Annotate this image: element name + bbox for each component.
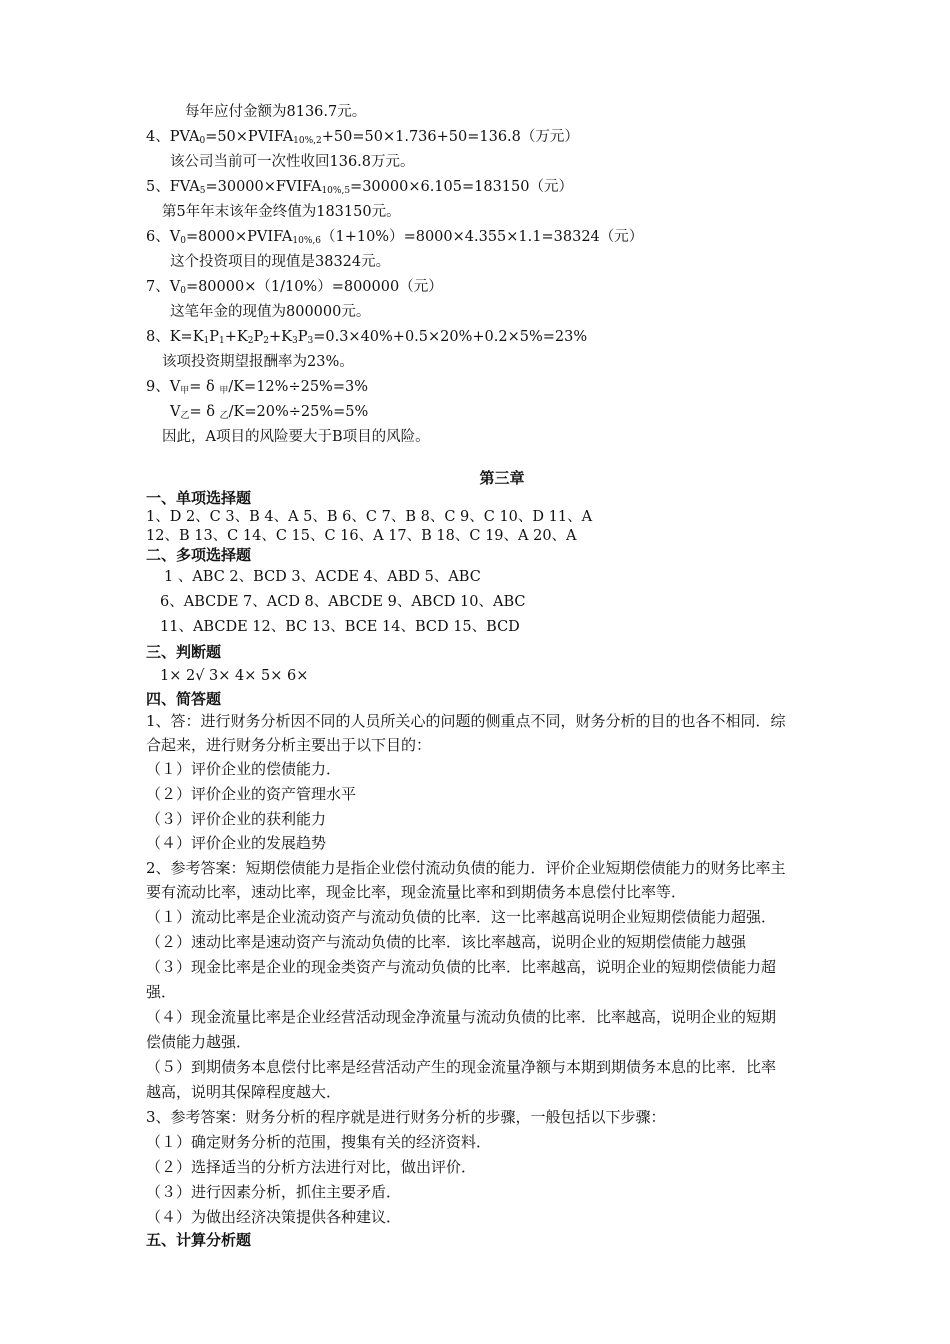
text-line: 合起来，进行财务分析主要出于以下目的： xyxy=(146,736,432,754)
formula-line: 9、$V_甲= \delta$ $_甲$/K=12%÷25%=3% xyxy=(146,379,368,396)
text-line: （２）速动比率是速动资产与流动负债的比率．该比率越高，说明企业的短期偿债能力越强 xyxy=(146,933,747,951)
text-line: （４）现金流量比率是企业经营活动现金净流量与流动负债的比率．比率越高，说明企业的短期 xyxy=(146,1008,777,1026)
text-line: （４）评价企业的发展趋势 xyxy=(146,834,327,852)
text-line: （２）选择适当的分析方法进行对比，做出评价． xyxy=(146,1158,477,1176)
answer-row: 11、ABCDE 12、BC 13、BCE 14、BCD 15、BCD xyxy=(160,619,520,635)
answer-row: 1× 2√ 3× 4× 5× 6× xyxy=(160,668,309,684)
answer-line: 这笔年金的现值为800000元。 xyxy=(170,304,371,320)
formula-line: $V_乙= \delta$ $_乙$/K=20%÷25%=5% xyxy=(170,404,369,421)
text-line: （５）到期债务本息偿付比率是经营活动产生的现金流量净额与本期到期债务本息的比率．比率 xyxy=(146,1058,777,1076)
formula-line: 4、$PVA_0=50\times PVIFA_{10\%,2}+50=50\times 1.736+50=136.8$（万元） xyxy=(146,129,579,146)
text-line: （１）流动比率是企业流动资产与流动负债的比率．这一比率越高说明企业短期偿债能力超强． xyxy=(146,908,777,926)
text-line: （１）评价企业的偿债能力． xyxy=(146,760,342,778)
answer-line: 该项投资期望报酬率为23%。 xyxy=(162,354,354,370)
text-line: 要有流动比率，速动比率，现金比率，现金流量比率和到期债务本息偿付比率等． xyxy=(146,883,687,901)
answer-line: 该公司当前可一次性收回136.8万元。 xyxy=(170,154,415,170)
answer-line: 每年应付金额为8136.7元。 xyxy=(185,104,367,120)
text-line: （２）评价企业的资产管理水平 xyxy=(146,785,357,803)
text-line: 3、参考答案：财务分析的程序就是进行财务分析的步骤，一般包括以下步骤： xyxy=(146,1108,666,1126)
text-line: （３）现金比率是企业的现金类资产与流动负债的比率．比率越高，说明企业的短期偿债能力超 xyxy=(146,958,777,976)
answer-row: 1、D 2、C 3、B 4、A 5、B 6、C 7、B 8、C 9、C 10、D 11、A xyxy=(146,509,593,525)
answer-row: 6、ABCDE 7、ACD 8、ABCDE 9、ABCD 10、ABC xyxy=(160,594,526,610)
answer-row: 1 、ABC 2、BCD 3、ACDE 4、ABD 5、ABC xyxy=(164,569,481,585)
text-line: 强． xyxy=(146,983,177,1001)
text-line: 1、答：进行财务分析因不同的人员所关心的问题的侧重点不同，财务分析的目的也各不相同．综 xyxy=(146,712,786,730)
section-heading-short-answer: 四、简答题 xyxy=(146,690,222,708)
section-heading-multiple-choice: 二、多项选择题 xyxy=(146,546,252,564)
formula-line: 6、$V_0=8000\times PVIFA_{10\%,6}(1+10\%)=8000\times 4.355\times 1.1=38324$（元） xyxy=(146,229,644,246)
formula-line: 8、$K=K_1P_1+K_2P_2+K_3P_3=0.3\times 40\%+0.5\times 20\%+0.2\times 5\%=23\%$ xyxy=(146,329,588,346)
text-line: （１）确定财务分析的范围，搜集有关的经济资料． xyxy=(146,1133,492,1151)
answer-line: 第5年年末该年金终值为183150元。 xyxy=(162,204,401,220)
answer-row: 12、B 13、C 14、C 15、C 16、A 17、B 18、C 19、A 20、A xyxy=(146,528,577,544)
answer-line: 这个投资项目的现值是38324元。 xyxy=(170,254,391,270)
text-line: （４）为做出经济决策提供各种建议． xyxy=(146,1208,402,1226)
text-line: （３）评价企业的获利能力 xyxy=(146,810,327,828)
text-line: （３）进行因素分析，抓住主要矛盾． xyxy=(146,1183,402,1201)
section-heading-single-choice: 一、单项选择题 xyxy=(146,489,252,507)
section-heading-true-false: 三、判断题 xyxy=(146,643,222,661)
chapter-title: 第三章 xyxy=(479,469,525,487)
answer-line: 因此，A项目的风险要大于B项目的风险。 xyxy=(162,429,430,445)
section-heading-calculation: 五、计算分析题 xyxy=(146,1231,252,1249)
text-line: 偿债能力越强． xyxy=(146,1033,252,1051)
text-line: 2、参考答案：短期偿债能力是指企业偿付流动负债的能力．评价企业短期偿债能力的财务比率主 xyxy=(146,859,786,877)
text-line: 越高，说明其保障程度越大． xyxy=(146,1083,342,1101)
formula-line: 5、$FVA_5=30000\times FVIFA_{10\%,5}=30000\times 6.105=183150$（元） xyxy=(146,179,573,196)
formula-line: 7、$V_0=80000\times(1/10\%)=800000$（元） xyxy=(146,279,443,296)
